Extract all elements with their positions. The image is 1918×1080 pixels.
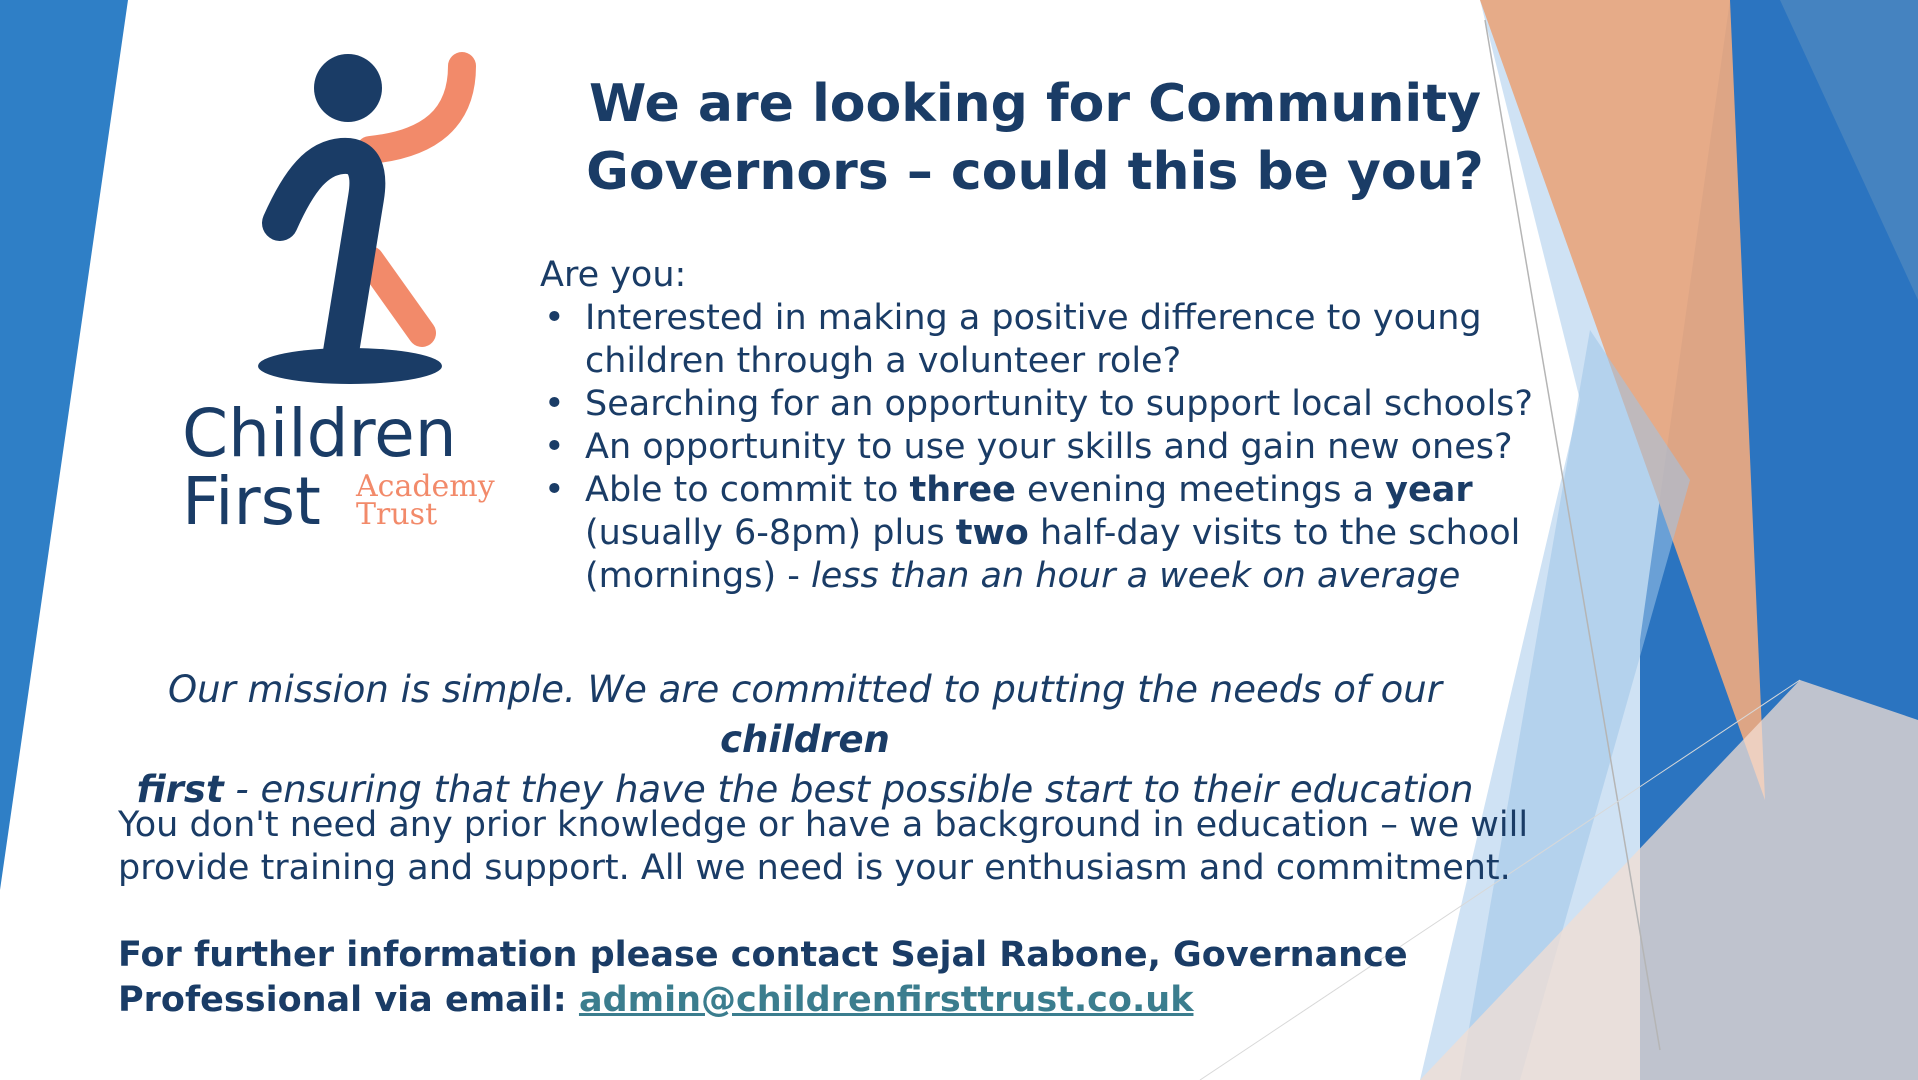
text-fragment: (usually 6-8pm) plus: [585, 513, 956, 553]
bold-two: two: [955, 513, 1029, 553]
intro-lead: Are you:: [540, 255, 687, 295]
list-item: [540, 297, 1540, 383]
list-item-text: [585, 470, 1520, 596]
title-line-1: We are looking for Community: [589, 74, 1481, 134]
training-paragraph: You don't need any prior knowledge or have a background in education – we will provide training and support. All we need is your enthusiasm and commitment.: [118, 805, 1529, 888]
logo-sub-trust: Trust: [356, 497, 438, 532]
left-blue-band: [0, 0, 128, 890]
logo-figure-icon: [190, 48, 510, 388]
contact-text: For further information please contact Sejal Rabone, Governance Professional via email:: [118, 935, 1408, 1020]
email-link[interactable]: admin@childrenfirsttrust.co.uk: [578, 980, 1194, 1020]
mission-bold-children: children: [720, 718, 890, 761]
intro-section: [540, 254, 1540, 598]
bullet-icon: •: [544, 427, 565, 467]
page-title: [540, 70, 1530, 206]
logo-word-first: First: [182, 463, 321, 540]
children-first-logo: [182, 48, 510, 548]
bold-year: year: [1385, 470, 1473, 510]
italic-note: less than an hour a week on average: [811, 556, 1461, 596]
contact-info: [118, 933, 1598, 1023]
text-fragment: half-day visits to the school (mornings) -: [585, 513, 1521, 596]
mission-bold-first: first: [136, 768, 224, 811]
mission-text: - ensuring that they have the best possible start to their education: [223, 768, 1474, 811]
mission-text: Our mission is simple. We are committed to putting the needs of our: [168, 668, 1442, 711]
list-item-text: Searching for an opportunity to support local schools?: [585, 384, 1533, 424]
list-item: [540, 383, 1540, 426]
mission-statement: [110, 665, 1500, 815]
bullet-icon: •: [544, 298, 565, 338]
bullet-icon: •: [544, 470, 565, 510]
list-item-text: An opportunity to use your skills and gain new ones?: [585, 427, 1513, 467]
logo-word-children: Children: [182, 395, 457, 472]
text-fragment: evening meetings a: [1015, 470, 1386, 510]
bold-three: three: [909, 470, 1016, 510]
list-item-text: Interested in making a positive difference to young children through a volunteer role?: [585, 298, 1482, 381]
bullet-list: [540, 297, 1540, 598]
logo-sub-academy: Academy: [356, 469, 495, 504]
bullet-icon: •: [544, 384, 565, 424]
title-line-2: Governors – could this be you?: [586, 142, 1484, 202]
text-fragment: Able to commit to: [585, 470, 910, 510]
list-item: [540, 469, 1540, 598]
list-item: [540, 426, 1540, 469]
